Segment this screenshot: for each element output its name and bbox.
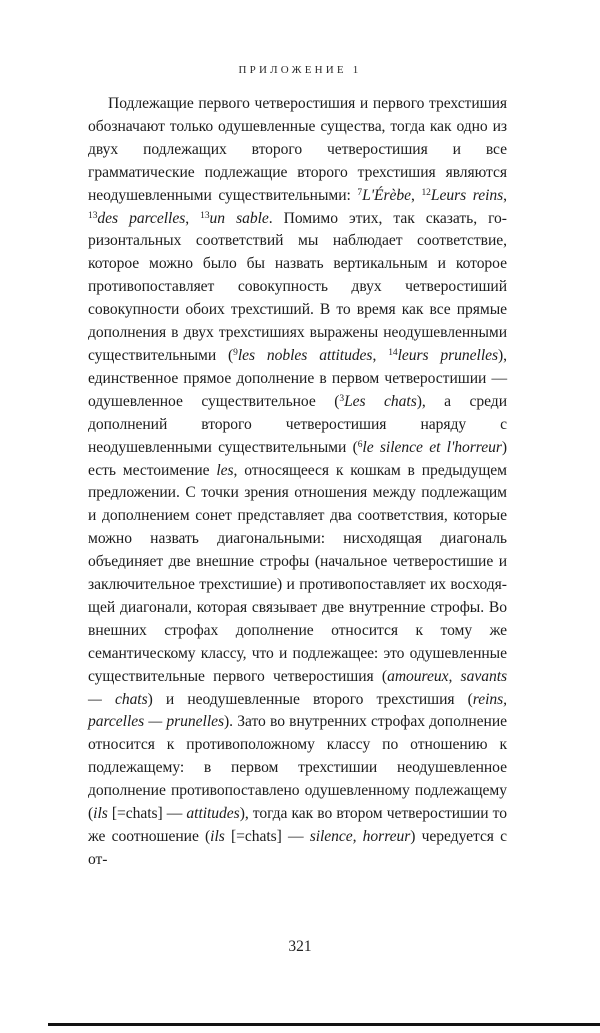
- french-quote: les: [216, 461, 234, 479]
- french-quote: reins, parcelles — prunelles: [88, 690, 507, 731]
- text-run: ), единственное прямое дополнение в первом четверостишии — одушевленное существительное (: [88, 346, 507, 410]
- french-quote: le silence et l'horreur: [362, 438, 502, 456]
- bottom-rule: [48, 1023, 600, 1026]
- page-number: 321: [288, 938, 312, 955]
- text-run: ). Зато во внутренних строфах дополнение относится к противоположному классу по отношению к подлежащему: в первом трехстишии неодушевленное дополнение противопоставлено одушевленному подлежащему (: [88, 713, 507, 823]
- text-run: ), тогда как во втором четверостишии то же соотношение (: [88, 805, 507, 845]
- french-quote: des parcelles: [97, 209, 186, 227]
- text-run: ,: [411, 186, 422, 204]
- text-run: ,: [372, 346, 389, 364]
- french-quote: amoureux, savants — chats: [88, 667, 507, 708]
- french-quote: les nobles attitudes: [237, 346, 373, 364]
- line-number: 13: [200, 210, 210, 221]
- french-quote: ils: [93, 805, 108, 823]
- text-run: ) и неодушевленные второго трехстишия (: [147, 690, 473, 708]
- french-quote: ils: [210, 828, 225, 845]
- french-quote: Les chats: [344, 392, 417, 410]
- text-run: . Помимо этих, так сказать, горизонтальных соответствий мы наблюдает соответствие, которое можно было бы назвать вертикальным и которое противопоставляет совокупность двух четверостиший совокупности обоих трехстиший. В то время как все прямые дополнения в двух трехстишиях выражены неодушевленными существительными (: [88, 209, 507, 364]
- text-run: ,: [503, 186, 507, 204]
- french-quote: L'Érèbe: [362, 186, 412, 204]
- line-number: 14: [388, 347, 398, 358]
- french-quote: Leurs reins: [430, 186, 504, 204]
- text-run: [=chats] —: [224, 828, 310, 845]
- line-number: 13: [88, 210, 98, 221]
- text-run: ) есть местоимение: [88, 438, 507, 479]
- french-quote: un sable: [209, 209, 269, 227]
- line-number: 12: [421, 187, 431, 198]
- body-text: [88, 93, 507, 872]
- paragraph: [88, 93, 507, 872]
- text-run: ,: [185, 209, 201, 227]
- text-run: [=chats] —: [107, 805, 187, 823]
- french-quote: silence, horreur: [309, 828, 411, 845]
- french-quote: attitudes: [186, 805, 240, 823]
- line-number: 7: [357, 187, 363, 198]
- french-quote: leurs prunelles: [397, 346, 498, 364]
- line-number: 6: [357, 439, 363, 450]
- text-run: ), а среди дополнений второго четверостишия наряду с неодушевленными существительными (: [88, 392, 507, 456]
- text-run: , относящееся к кошкам в предыдущем предложении. С точки зрения отношения между подлежащим и дополнением сонет представляет два соответствия, которые можно назвать диагональными: нисходящая диагональ объединяет две внешние строфы (начальное четверостишие и заключительное трехстишие) и противопоставляет их восходящей диагонали, которая связывает две внутренние строфы. Во внешних строфах дополнение относится к тому же семантическому классу, что и подлежащее: это одушевленные существительные первого четверостишия (: [88, 461, 507, 685]
- text-run: Подлежащие первого четверостишия и первого трехстишия обозначают только одушевленные существа, тогда как одно из двух подлежащих второго четверостишия и все грамматические подлежащие второго трехстишия являются неодушевленными существительными:: [88, 95, 507, 204]
- running-head: ПРИЛОЖЕНИЕ 1: [238, 64, 362, 76]
- line-number: 9: [233, 347, 238, 358]
- text-run: ) чередуется с от-: [88, 828, 507, 868]
- line-number: 3: [339, 393, 345, 404]
